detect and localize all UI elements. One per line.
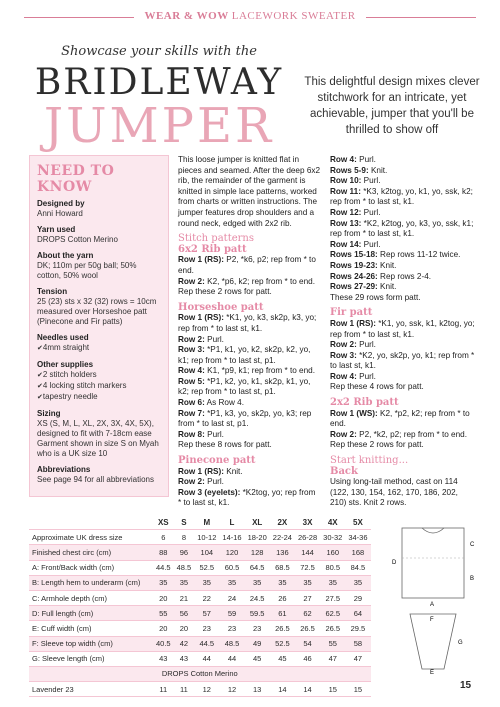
garment-schematic [392, 524, 482, 674]
pattern-row: Rows 27-29: Knit. [330, 282, 397, 292]
table-cell: B: Length hem to underarm (cm) [29, 575, 153, 590]
table-row [29, 545, 371, 560]
table-cell: 84.5 [345, 560, 370, 575]
table-cell: 88 [153, 545, 174, 560]
tagline: Showcase your skills with the [61, 44, 257, 59]
pattern-row: Row 4: K1, *p9, k1; rep from * to end. [178, 366, 315, 376]
pattern-row: Row 7: *P1, k3, yo, sk2p, yo, k3; rep from * to last st, p1. [178, 408, 312, 429]
table-cell: 104 [194, 545, 219, 560]
yarn-label-row [29, 666, 371, 681]
pattern-repeat: Rep these 2 rows for patt. [330, 440, 424, 450]
table-cell: 47 [345, 651, 370, 666]
diagram-label-b: B [470, 576, 475, 582]
pattern-row: Rows 19-23: Knit. [330, 260, 397, 270]
table-cell: 136 [270, 545, 295, 560]
table-cell: 45 [270, 651, 295, 666]
table-header-cell: 3X [295, 515, 320, 530]
table-header-cell: 2X [270, 515, 295, 530]
pattern-row: Row 1 (RS): Knit. [178, 466, 243, 476]
table-cell: 160 [320, 545, 345, 560]
diagram-label-c: C [470, 542, 475, 548]
pattern-row: Row 1 (RS): P2, *k6, p2; rep from * to end. [178, 255, 316, 275]
needles-label: Needles used [37, 333, 89, 342]
table-cell: 44 [219, 651, 244, 666]
table-cell: 23 [245, 621, 270, 636]
yarn-label-cell: DROPS Cotton Merino [29, 666, 371, 681]
size-table [29, 515, 371, 697]
table-cell: 35 [194, 575, 219, 590]
supply-item: ✔ tapestry needle [37, 392, 161, 403]
table-cell: 44 [194, 651, 219, 666]
table-header-cell [29, 515, 153, 530]
table-cell: C: Armhole depth (cm) [29, 590, 153, 605]
pattern-row: Row 1 (RS): *K1, yo, ssk, k1, k2tog, yo; rep from * to last st, k1. [330, 318, 475, 339]
about-yarn-label: About the yarn [37, 251, 94, 260]
back-heading: Back [330, 465, 358, 477]
table-cell: 20 [174, 621, 195, 636]
table-cell: 15 [345, 682, 370, 697]
table-cell: 12 [219, 682, 244, 697]
table-cell: 49 [245, 636, 270, 651]
table-row [29, 530, 371, 545]
table-cell: 30-32 [320, 530, 345, 545]
intro-text: This delightful design mixes clever stitchwork for an intricate, yet achievable, jumper that you'll be thrilled to show off [304, 76, 480, 136]
about-yarn: DK; 110m per 50g ball; 50% cotton, 50% wool [37, 261, 137, 280]
pattern-row: Row 2: Purl. [178, 477, 224, 487]
table-cell: 6 [153, 530, 174, 545]
pattern-row: Row 13: *K2, k2tog, yo, k3, yo, ssk, k1; rep from * to last st, k1. [330, 218, 474, 239]
pattern-row: Row 6: As Row 4. [178, 398, 244, 408]
abbreviations: See page 94 for all abbreviations [37, 475, 154, 484]
pattern-row: Row 8: Purl. [178, 429, 224, 439]
table-header-cell: XS [153, 515, 174, 530]
header-rule-right [366, 17, 476, 18]
table-cell: 27.5 [320, 590, 345, 605]
stitch-patterns-heading: Stitch patterns [178, 233, 254, 245]
pattern-row: Row 10: Purl. [330, 176, 381, 186]
header-strong: WEAR & WOW [144, 10, 229, 22]
table-cell: 13 [245, 682, 270, 697]
table-cell: 26.5 [320, 621, 345, 636]
table-cell: 22 [194, 590, 219, 605]
table-cell: 52.5 [270, 636, 295, 651]
pattern-row: Rows 5-9: Knit. [330, 165, 388, 175]
pattern-row: Row 4: Purl. [330, 371, 376, 381]
table-cell: 21 [174, 590, 195, 605]
fir-heading: Fir patt [330, 307, 373, 319]
pattern-repeat: Rep these 4 rows for patt. [330, 382, 424, 392]
table-cell: 64.5 [245, 560, 270, 575]
tension: 25 (23) sts x 32 (32) rows = 10cm measured over Horseshoe patt (Pinecone and Fir patts) [37, 297, 157, 326]
table-cell: 52.5 [194, 560, 219, 575]
table-cell: 8 [174, 530, 195, 545]
table-row [29, 590, 371, 605]
table-cell: 56 [174, 606, 195, 621]
diagram-label-f: F [430, 617, 434, 623]
table-header-cell: 5X [345, 515, 370, 530]
pattern-row: Rows 15-18: Rep rows 11-12 twice. [330, 250, 461, 260]
pattern-row: Row 3: *K2, yo, sk2p, yo, k1; rep from * to last st, k1. [330, 350, 475, 371]
pattern-row: Row 2: K2, *p6, k2; rep from * to end. [178, 276, 315, 286]
table-cell: 27 [295, 590, 320, 605]
table-cell: 128 [245, 545, 270, 560]
table-cell: 62.5 [320, 606, 345, 621]
yarn-row [29, 682, 371, 697]
pinecone-heading: Pinecone patt [178, 455, 256, 467]
table-cell: 55 [320, 636, 345, 651]
table-cell: G: Sleeve length (cm) [29, 651, 153, 666]
table-header-cell: 4X [320, 515, 345, 530]
table-cell: 55 [153, 606, 174, 621]
supplies-label: Other supplies [37, 360, 94, 369]
table-cell: 35 [219, 575, 244, 590]
title-line-1: BRIDLEWAY [34, 62, 284, 103]
start-knitting-heading: Start knitting... [330, 455, 409, 467]
supply-item: ✔ 4 locking stitch markers [37, 381, 161, 392]
pattern-row: Row 1 (RS): *K1, yo, k3, sk2p, k3, yo; rep from * to last st, k1. [178, 313, 317, 333]
pattern-repeat: Rep these 8 rows for patt. [178, 440, 272, 450]
table-cell: D: Full length (cm) [29, 606, 153, 621]
table-cell: 59.5 [245, 606, 270, 621]
table-cell: 14 [270, 682, 295, 697]
table-cell: E: Cuff width (cm) [29, 621, 153, 636]
pattern-row: Row 3 (eyelets): *K2tog, yo; rep from * to last st, k1. [178, 487, 316, 508]
table-cell: 48.5 [219, 636, 244, 651]
table-cell: Finished chest circ (cm) [29, 545, 153, 560]
title-line-2: JUMPER [43, 98, 275, 154]
table-cell: 59 [219, 606, 244, 621]
table-cell: 45 [245, 651, 270, 666]
table-cell: 26-28 [295, 530, 320, 545]
yarn-label: Yarn used [37, 225, 76, 234]
pattern-row: Row 1 (WS): K2, *p2, k2; rep from * to end. [330, 408, 470, 429]
table-cell: 26.5 [270, 621, 295, 636]
table-cell: A: Front/Back width (cm) [29, 560, 153, 575]
running-header [0, 0, 500, 34]
table-cell: 22-24 [270, 530, 295, 545]
pattern-row: Rows 24-26: Rep rows 2-4. [330, 271, 432, 281]
table-cell: 96 [174, 545, 195, 560]
table-cell: 47 [320, 651, 345, 666]
designed-by-label: Designed by [37, 199, 85, 208]
table-cell: Lavender 23 [29, 682, 153, 697]
table-cell: 12 [194, 682, 219, 697]
table-cell: 29.5 [345, 621, 370, 636]
table-cell: 14 [295, 682, 320, 697]
table-cell: 14-16 [219, 530, 244, 545]
table-cell: 23 [194, 621, 219, 636]
table-cell: 29 [345, 590, 370, 605]
table-cell: 44.5 [194, 636, 219, 651]
pattern-repeat: These 29 rows form patt. [330, 292, 421, 302]
rib22-heading: 2x2 Rib patt [330, 397, 399, 409]
table-cell: 64 [345, 606, 370, 621]
table-cell: 57 [194, 606, 219, 621]
table-cell: 20 [153, 621, 174, 636]
table-header-cell: M [194, 515, 219, 530]
table-row [29, 560, 371, 575]
supply-item: ✔ 2 stitch holders [37, 370, 161, 381]
pattern-row: Row 3: *P1, k1, yo, k2, sk2p, k2, yo, k1; rep from * to last st, p1. [178, 345, 311, 365]
diagram-label-g: G [458, 640, 463, 646]
tension-label: Tension [37, 287, 68, 296]
table-cell: 35 [320, 575, 345, 590]
table-cell: 61 [270, 606, 295, 621]
table-cell: 10-12 [194, 530, 219, 545]
table-cell: 44.5 [153, 560, 174, 575]
pattern-row: Row 2: P2, *k2, p2; rep from * to end. [330, 429, 467, 439]
need-to-know-box [29, 155, 169, 497]
table-cell: F: Sleeve top width (cm) [29, 636, 153, 651]
back-text: Using long-tail method, cast on 114 (122, 130, 154, 162, 170, 186, 202, 210) sts. Knit 2 rows. [330, 477, 458, 508]
pattern-row: Row 11: *K3, k2tog, yo, k1, yo, ssk, k2; rep from * to last st, k1. [330, 186, 473, 207]
pattern-row: Row 2: Purl. [178, 334, 224, 344]
yarn-value: DROPS Cotton Merino [37, 235, 118, 244]
table-cell: 35 [270, 575, 295, 590]
table-row [29, 651, 371, 666]
table-cell: 11 [153, 682, 174, 697]
pattern-row: Row 4: Purl. [330, 155, 376, 164]
table-cell: 18-20 [245, 530, 270, 545]
table-cell: 68.5 [270, 560, 295, 575]
pattern-row: Row 5: *P1, k2, yo, k1, sk2p, k1, yo, k2; rep from * to last st, p1. [178, 376, 311, 397]
table-header-cell: S [174, 515, 195, 530]
table-cell: 20 [153, 590, 174, 605]
table-cell: 35 [245, 575, 270, 590]
rib-heading: 6x2 Rib patt [178, 243, 247, 255]
table-header-cell: L [219, 515, 244, 530]
table-row [29, 575, 371, 590]
table-cell: 26 [270, 590, 295, 605]
sizing: XS (S, M, L, XL, 2X, 3X, 4X, 5X), designed to fit with 7-18cm ease Garment shown in size S on Myah who is a UK size 10 [37, 419, 159, 458]
diagram-label-d: D [392, 560, 397, 566]
column-instructions-2 [330, 155, 475, 509]
running-header-text [0, 10, 500, 22]
need-to-know-heading: NEED TO KNOW [37, 163, 115, 195]
table-row [29, 606, 371, 621]
table-cell: 168 [345, 545, 370, 560]
table-cell: 35 [295, 575, 320, 590]
header-rest: LACEWORK SWEATER [231, 10, 356, 22]
table-cell: 42 [174, 636, 195, 651]
table-cell: 60.5 [219, 560, 244, 575]
pattern-intro: This loose jumper is knitted flat in pieces and seamed. After the deep 6x2 rib, the remainder of the garment is knitted in simple lace patterns, worked from charts or written instructions. The jumper features drop shoulders and a round neck, edged with 2x2 rib. [178, 155, 321, 228]
pattern-row: Row 14: Purl. [330, 239, 381, 249]
pattern-row: Row 2: Purl. [330, 340, 376, 350]
needles: ✔ 4mm straight [37, 343, 161, 354]
table-cell: 35 [174, 575, 195, 590]
diagram-label-e: E [430, 670, 435, 674]
table-header-cell: XL [245, 515, 270, 530]
pattern-row: Row 12: Purl. [330, 207, 381, 217]
table-cell: 35 [153, 575, 174, 590]
table-cell: 40.5 [153, 636, 174, 651]
table-cell: 24 [219, 590, 244, 605]
table-cell: 46 [295, 651, 320, 666]
sizing-label: Sizing [37, 409, 61, 418]
table-cell: 43 [174, 651, 195, 666]
table-cell: 62 [295, 606, 320, 621]
table-cell: 26.5 [295, 621, 320, 636]
designed-by: Anni Howard [37, 209, 83, 218]
table-cell: 54 [295, 636, 320, 651]
table-row [29, 636, 371, 651]
table-cell: Approximate UK dress size [29, 530, 153, 545]
column-instructions-1 [178, 155, 320, 509]
table-cell: 11 [174, 682, 195, 697]
table-cell: 120 [219, 545, 244, 560]
table-cell: 23 [219, 621, 244, 636]
table-cell: 58 [345, 636, 370, 651]
pattern-repeat: Rep these 2 rows for patt. [178, 287, 272, 297]
table-header-row [29, 515, 371, 530]
table-cell: 15 [320, 682, 345, 697]
table-cell: 48.5 [174, 560, 195, 575]
table-cell: 24.5 [245, 590, 270, 605]
table-row [29, 621, 371, 636]
table-cell: 80.5 [320, 560, 345, 575]
table-cell: 34-36 [345, 530, 370, 545]
table-cell: 35 [345, 575, 370, 590]
diagram-label-a: A [430, 602, 435, 608]
table-cell: 144 [295, 545, 320, 560]
abbreviations-label: Abbreviations [37, 465, 91, 474]
table-cell: 43 [153, 651, 174, 666]
page-number: 15 [460, 680, 472, 691]
table-cell: 72.5 [295, 560, 320, 575]
horseshoe-heading: Horseshoe patt [178, 301, 264, 313]
